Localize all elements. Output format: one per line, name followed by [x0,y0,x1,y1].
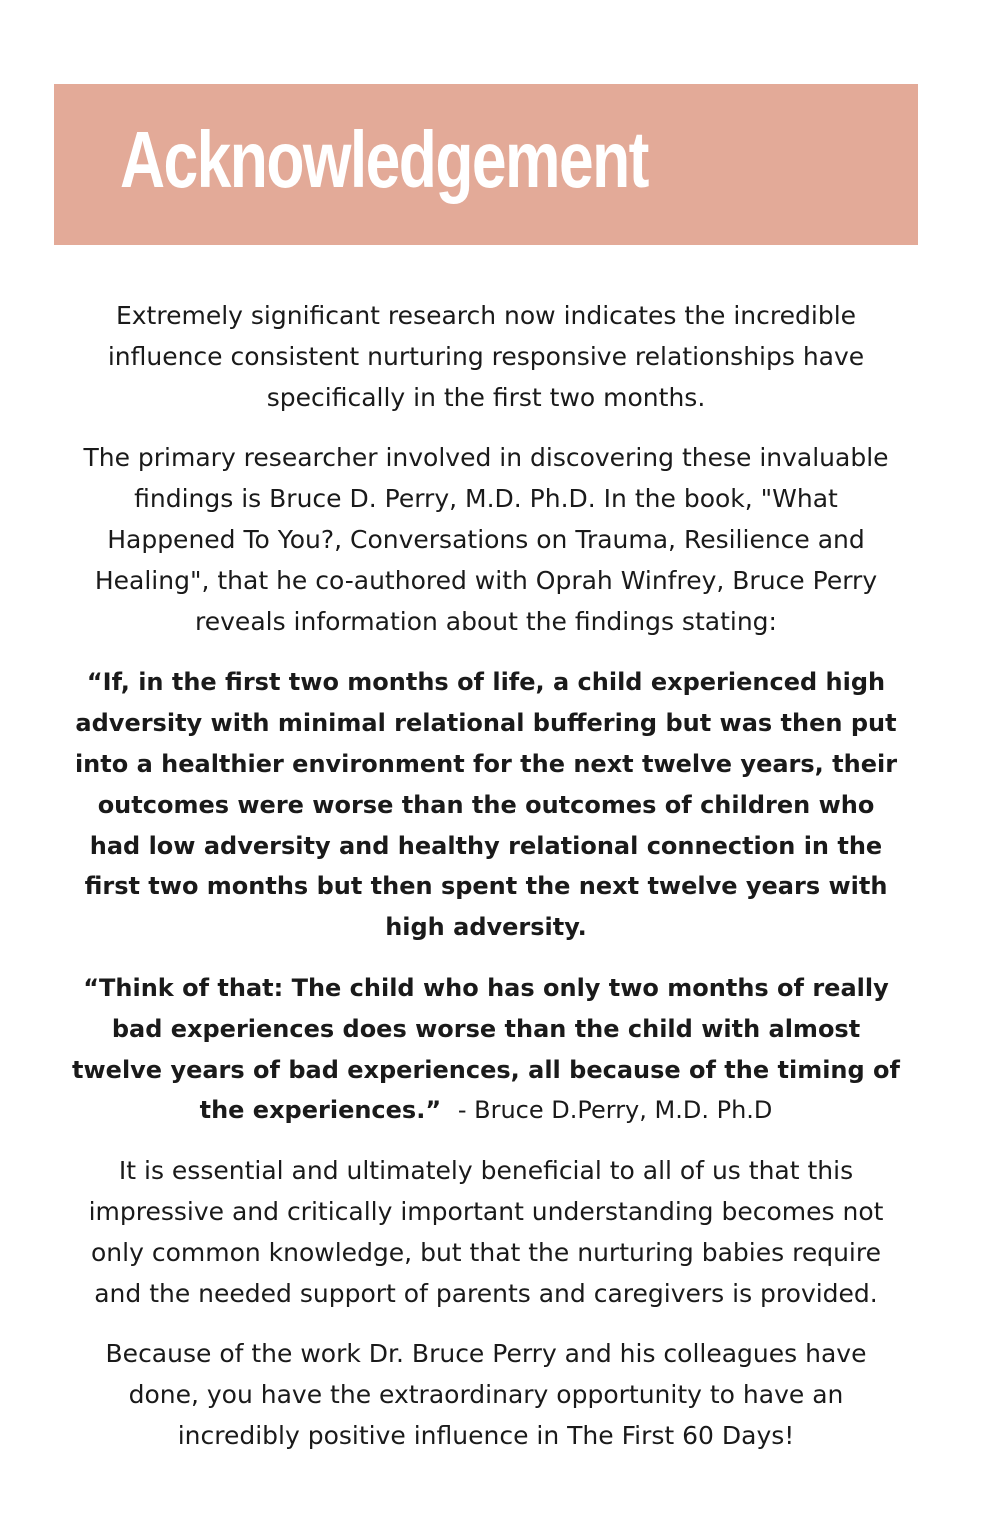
page-title: Acknowledgement [120,115,648,204]
closing-paragraph: Because of the work Dr. Bruce Perry and his colleagues have done, you have the extraordinary opportunity to have an incredibly positive influence in The First 60 Days! [105,1339,867,1450]
essential-paragraph: It is essential and ultimately beneficial to all of us that this impressive and critically important understanding becomes not only common knowledge, but that the nurturing babies require and the needed support of parents and caregivers is provided. [88,1156,884,1308]
quote-paragraph-2 [70,968,902,1131]
researcher-paragraph: The primary researcher involved in discovering these invaluable findings is Bruce D. Perry, M.D. Ph.D. In the book, "What Happened To You?, Conversations on Trauma, Resilience and Healing", that he co-authored with Oprah Winfrey, Bruce Perry reveals information about the findings stating: [83,443,889,636]
header-banner [54,84,918,245]
quote-paragraph-1: “If, in the first two months of life, a child experienced high adversity with minimal relational buffering but was then put into a healthier environment for the next twelve years, their outcomes were worse than the outcomes of children who had low adversity and healthy relational connection in the first two months but then spent the next twelve years with high adversity. [74,668,898,942]
body-content [70,296,902,1477]
intro-paragraph: Extremely significant research now indicates the incredible influence consistent nurturing responsive relationships have specifically in the first two months. [107,301,865,412]
quote-text-2: “Think of that: The child who has only two months of really bad experiences does worse than the child with almost twelve years of bad experiences, all because of the timing of the experiences.” [72,973,900,1125]
quote-attribution: - Bruce D.Perry, M.D. Ph.D [457,1096,773,1125]
